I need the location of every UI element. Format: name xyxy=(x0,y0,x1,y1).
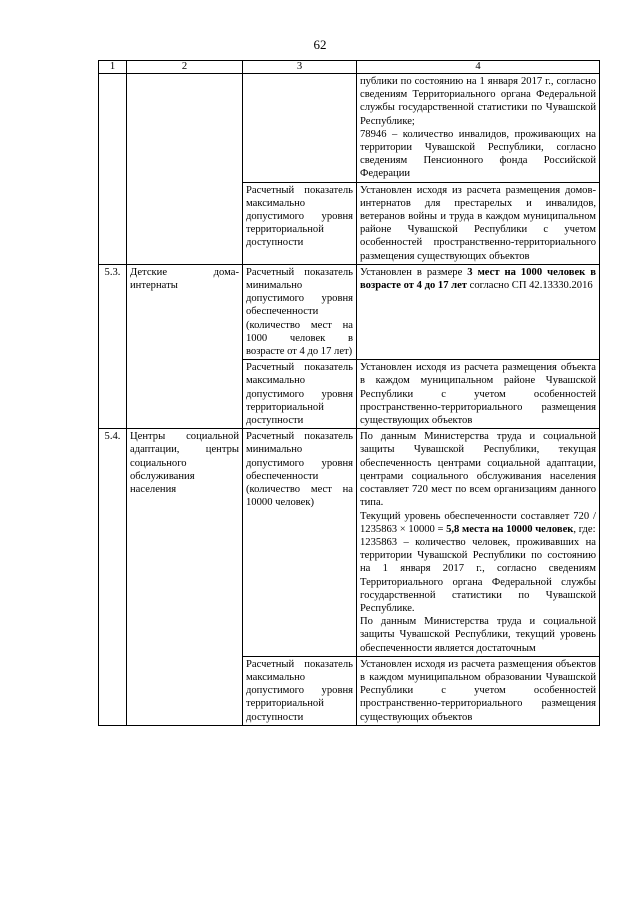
value-paragraph xyxy=(360,615,596,655)
column-number-cell: 1 xyxy=(99,61,127,74)
value-paragraph xyxy=(360,510,596,536)
value-paragraph xyxy=(360,658,596,724)
bold-value-text: 5,8 места на 10000 человек xyxy=(446,523,574,535)
value-text: Установлен исходя из расчета размещения объектов в каждом муниципальном образовании Чувашской Республики с учетом особенностей пространственно-территориального размещения существующих объектов xyxy=(360,658,596,723)
value-paragraph xyxy=(360,75,596,128)
table-row xyxy=(99,264,600,359)
value-text: Установлен исходя из расчета размещения объекта в каждом муниципальном районе Чувашской Республики с учетом особенностей пространственно-территориального размещения существующих объектов xyxy=(360,362,596,427)
value-paragraph xyxy=(360,128,596,181)
indicator-cell xyxy=(243,74,357,183)
value-text: Текущий уровень обеспеченности составляет 720 / 1235863 × 10000 = xyxy=(360,510,596,535)
value-text: По данным Министерства труда и социальной защиты Чувашской Республики, текущая обеспеченность центрами социальной адаптации, центрами социального обслуживания населения составляет 720 мест по всем организациям данного типа. xyxy=(360,431,596,509)
page-number: 62 xyxy=(313,37,327,52)
column-number-cell: 4 xyxy=(357,61,600,74)
column-number-cell: 2 xyxy=(127,61,243,74)
value-paragraph xyxy=(360,536,596,615)
indicator-cell: Расчетный показатель максимально допустимого уровня территориальной доступности xyxy=(243,182,357,264)
value-cell xyxy=(357,182,600,264)
indicator-cell: Расчетный показатель максимально допустимого уровня территориальной доступности xyxy=(243,656,357,725)
standards-table xyxy=(98,60,600,726)
item-number-cell xyxy=(99,74,127,265)
value-text: , где: xyxy=(573,523,596,535)
value-paragraph xyxy=(360,266,596,292)
table-row xyxy=(99,74,600,183)
value-cell xyxy=(357,656,600,725)
facility-name-cell xyxy=(127,74,243,265)
indicator-cell: Расчетный показатель минимально допустимого уровня обеспеченности (количество мест на 10000 человек) xyxy=(243,429,357,656)
value-paragraph xyxy=(360,184,596,263)
value-text: 78946 – количество инвалидов, проживающих на территории Чувашской Республики, согласно сведениям Пенсионного фонда Российской Федерации xyxy=(360,128,596,180)
item-number-cell: 5.4. xyxy=(99,429,127,725)
value-paragraph xyxy=(360,430,596,509)
indicator-cell: Расчетный показатель максимально допустимого уровня территориальной доступности xyxy=(243,360,357,429)
value-text: По данным Министерства труда и социальной защиты Чувашской Республики, текущий уровень обеспеченности является достаточным xyxy=(360,616,596,654)
column-number-row xyxy=(99,61,600,74)
item-number-cell: 5.3. xyxy=(99,264,127,428)
value-text: Установлен в размере xyxy=(360,266,468,278)
value-text: согласно СП 42.13330.2016 xyxy=(467,280,593,292)
value-text: 1235863 – количество человек, проживавших на территории Чувашской Республики по состоянию на 1 января 2017 г., согласно сведениям Территориального органа Федеральной службы государственной статистики по Чувашской Республике. xyxy=(360,536,596,614)
indicator-cell: Расчетный показатель минимально допустимого уровня обеспеченности (количество мест на 1000 человек в возрасте от 4 до 17 лет) xyxy=(243,264,357,359)
value-cell xyxy=(357,360,600,429)
column-number-cell: 3 xyxy=(243,61,357,74)
value-text: Установлен исходя из расчета размещения домов-интернатов для престарелых и инвалидов, ветеранов войны и труда в каждом муниципальном районе Чувашской Республики с учетом особенностей пространственно-территориального размещения существующих объектов xyxy=(360,184,596,262)
value-cell xyxy=(357,74,600,183)
table-body xyxy=(99,61,600,726)
value-cell xyxy=(357,264,600,359)
facility-name-cell: Центры социальной адаптации, центры социального обслуживания населения xyxy=(127,429,243,725)
value-paragraph xyxy=(360,361,596,427)
value-text: публики по состоянию на 1 января 2017 г., согласно сведениям Территориального органа Федеральной службы государственной статистики по Чувашской Республике; xyxy=(360,76,596,127)
bold-value-text: 3 мест на 1000 человек в возрасте от 4 до 17 лет xyxy=(360,266,596,292)
table-row xyxy=(99,429,600,656)
facility-name-cell: Детские дома-интернаты xyxy=(127,264,243,428)
value-cell xyxy=(357,429,600,656)
